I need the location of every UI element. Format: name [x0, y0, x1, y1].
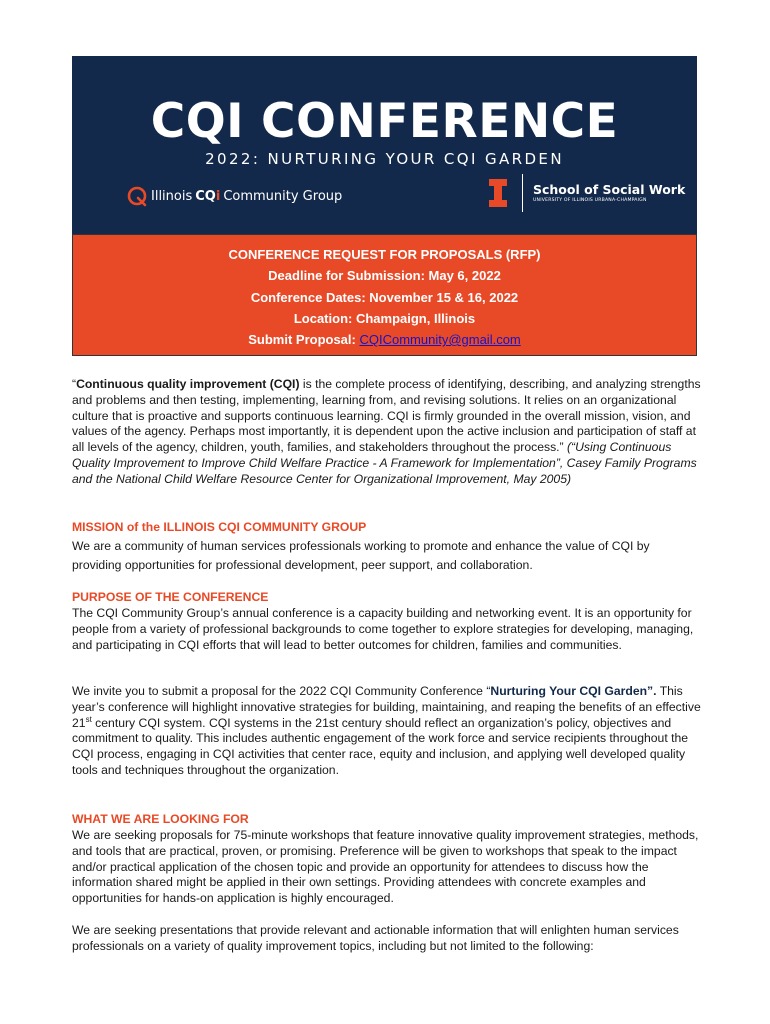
- school-of-social-work-logo: [488, 174, 685, 212]
- conference-subtitle: 2022: NURTURING YOUR CQI GARDEN: [205, 150, 564, 168]
- university-name: UNIVERSITY OF ILLINOIS URBANA-CHAMPAIGN: [533, 197, 647, 203]
- school-name: School of Social Work: [533, 181, 686, 197]
- rfp-location: Location: Champaign, Illinois: [293, 311, 476, 326]
- logo-illinois-text: Illinois: [151, 188, 193, 204]
- looking-for-text-2: We are seeking presentations that provide relevant and actionable information that will enlighten human services professionals on a variety of quality improvement topics, including but not limited to the following:: [72, 923, 679, 953]
- rfp-submit: [73, 332, 696, 347]
- rfp-info-box: [72, 234, 697, 356]
- illinois-block-i-icon: [488, 178, 508, 208]
- logo-cqi-text: CQi: [195, 188, 221, 204]
- invite-paragraph: We invite you to submit a proposal for the 2022 CQI Community Conference “Nurturing Your CQI Garden”. This year’s conference will highlight innovative strategies for building, maintaining, and reaping the benefits of an effective 21st century CQI system. CQI systems in the 21st century should reflect an organization’s policy, objectives and commitment to quality. This includes authentic engagement of the work force and service recipients throughout the CQI process, engaging in CQI activities that center race, equity and inclusion, and applying well developed quality tools and techniques throughout the organization.: [72, 684, 701, 777]
- submit-label: Submit Proposal:: [248, 332, 360, 347]
- logo-community-group-text: Community Group: [223, 188, 343, 204]
- purpose-text: The CQI Community Group’s annual conference is a capacity building and networking event. It is an opportunity for people from a variety of professional backgrounds to come together to explore strategies for developing, managing, and participating in CQI efforts that will lead to better outcomes for children, families and communities.: [72, 606, 694, 652]
- mission-text: We are a community of human services professionals working to promote and enhance the value of CQI by providing opportunities for professional development, peer support, and collaboration.: [72, 539, 650, 572]
- conference-title: CQI CONFERENCE: [150, 94, 619, 149]
- rfp-deadline: Deadline for Submission: May 6, 2022: [268, 268, 501, 283]
- cqi-definition-paragraph: “Continuous quality improvement (CQI) is the complete process of identifying, describing, and analyzing strengths and problems and then testing, implementing, learning from, and revising solutions. It relies on an organizational culture that is proactive and supports continuous learning. CQI is firmly grounded in the overall mission, vision, and values of the agency. Perhaps most importantly, it is dependent upon the active inclusion and participation of staff at all levels of the agency, children, youth, families, and stakeholders throughout the process.” (“Using Continuous Quality Improvement to Improve Child Welfare Practice - A Framework for Implementation”, Casey Family Programs and the National Child Welfare Resource Center for Organizational Improvement, May 2005): [72, 377, 701, 486]
- purpose-heading: PURPOSE OF THE CONFERENCE: [72, 590, 269, 604]
- mission-heading: MISSION of the ILLINOIS CQI COMMUNITY GROUP: [72, 520, 367, 534]
- cqi-swirl-icon: [126, 185, 148, 207]
- cqi-term: Continuous quality improvement (CQI): [76, 377, 300, 391]
- rfp-dates: Conference Dates: November 15 & 16, 2022: [250, 290, 519, 305]
- submit-email-link[interactable]: CQICommunity@gmail.com: [359, 332, 521, 347]
- logo-divider: [522, 174, 523, 212]
- illinois-cqi-community-group-logo: [126, 185, 342, 207]
- conference-banner: [72, 56, 697, 234]
- looking-for-heading: WHAT WE ARE LOOKING FOR: [72, 812, 249, 826]
- citation: (“Using Continuous Quality Improvement to Improve Child Welfare Practice - A Framework for Implementation”, Casey Family Programs and the National Child Welfare Resource Center for Organizational Improvement, May 2005): [72, 440, 697, 486]
- rfp-title: CONFERENCE REQUEST FOR PROPOSALS (RFP): [228, 247, 541, 262]
- conference-theme: Nurturing Your CQI Garden”.: [490, 684, 657, 698]
- looking-for-text-1: We are seeking proposals for 75-minute workshops that feature innovative quality improvement strategies, methods, and tools that are practical, proven, or promising. Preference will be given to workshops that speak to the impact and/or practical application of the chosen topic and provide an opportunity for attendees to discuss how the information shared might be applied in their own settings. Providing attendees with concrete examples and opportunities for hands-on application is highly encouraged.: [72, 828, 699, 906]
